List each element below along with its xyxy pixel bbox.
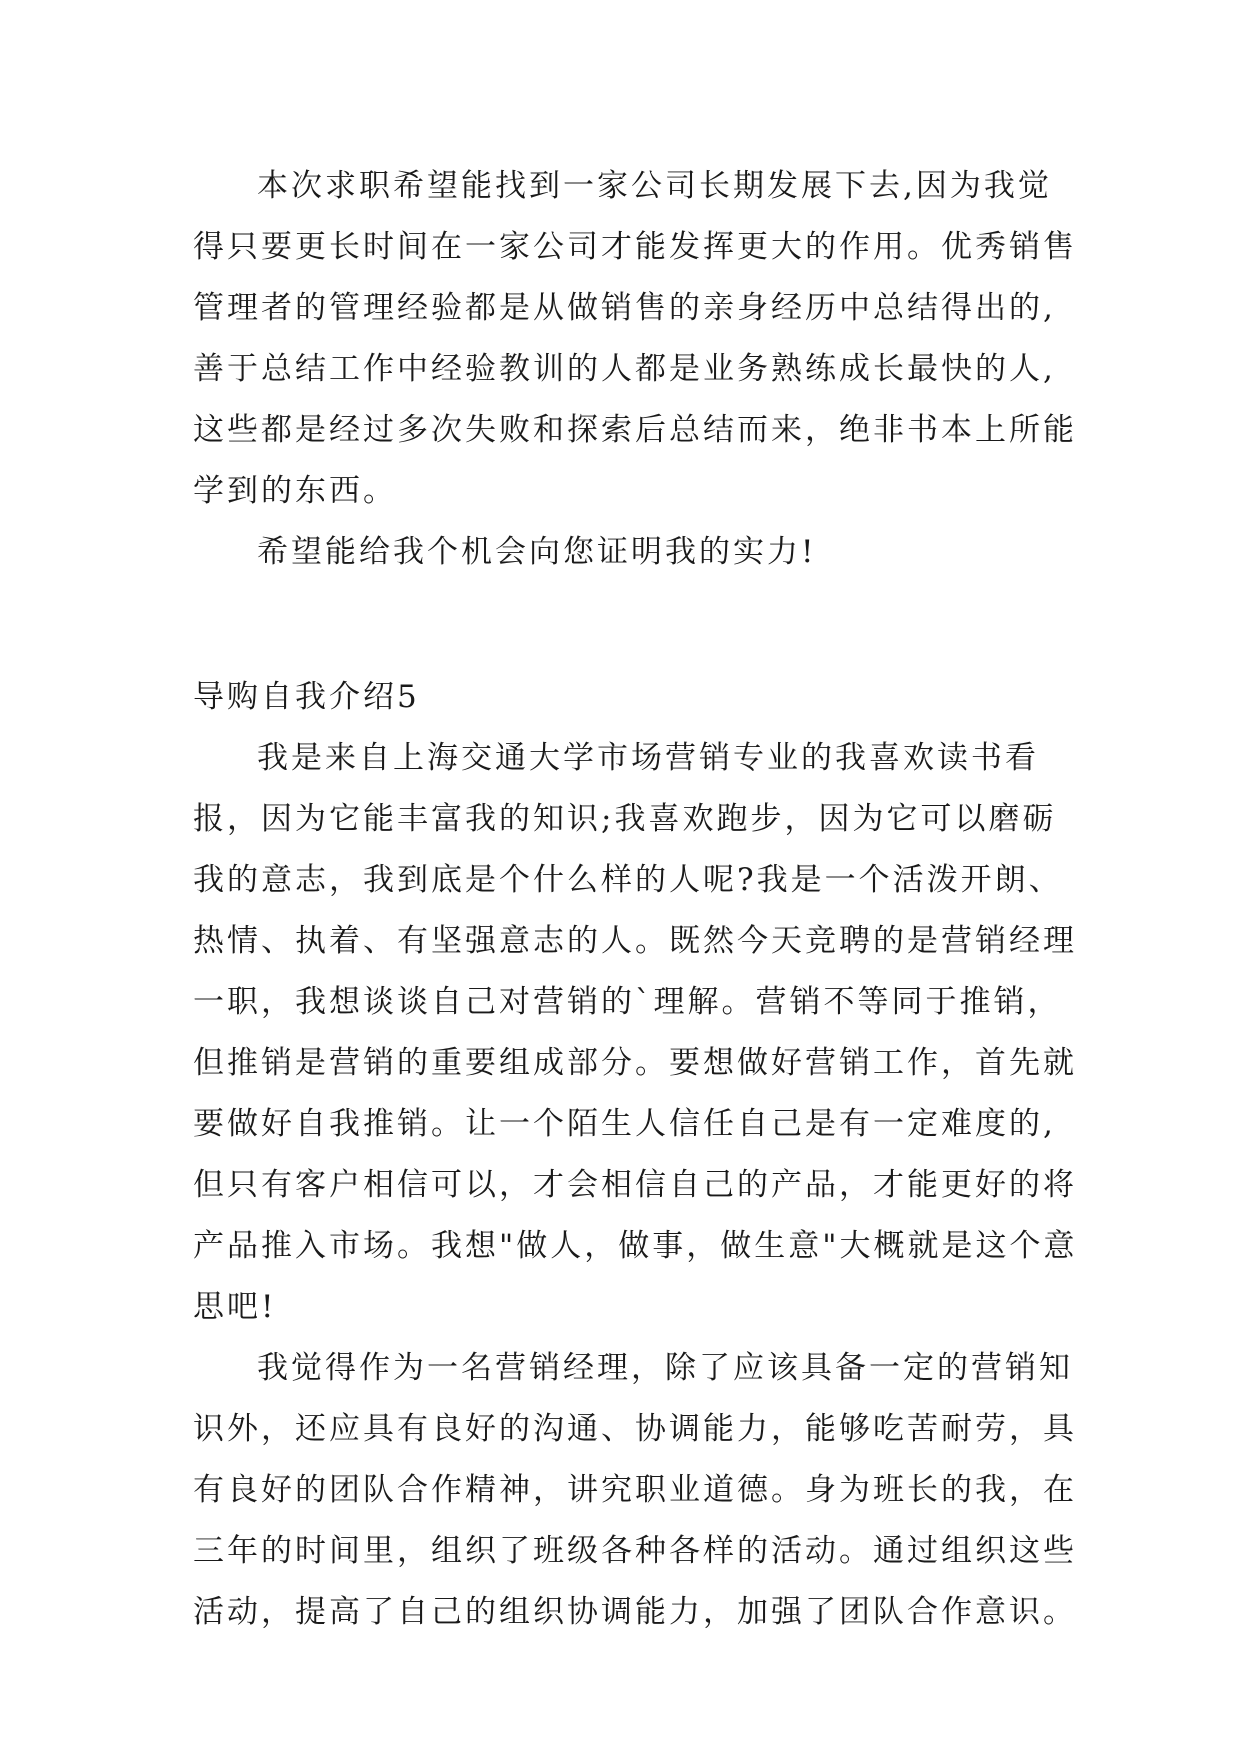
paragraph: [193, 1338, 1077, 1643]
text-line: 报，因为它能丰富我的知识;我喜欢跑步，因为它可以磨砺: [193, 801, 1057, 837]
text-line: 一职，我想谈谈自己对营销的`理解。营销不等同于推销，: [193, 984, 1062, 1020]
text-line: 但推销是营销的重要组成部分。要想做好营销工作，首先就: [193, 1045, 1077, 1081]
text-line: 这些都是经过多次失败和探索后总结而来，绝非书本上所能: [193, 412, 1077, 448]
text-line: 希望能给我个机会向您证明我的实力!: [257, 534, 817, 570]
text-line: 学到的东西。: [193, 473, 397, 509]
text-line: 活动，提高了自己的组织协调能力，加强了团队合作意识。: [193, 1594, 1077, 1630]
text-line: 热情、执着、有坚强意志的人。既然今天竞聘的是营销经理: [193, 923, 1077, 959]
text-line: 识外，还应具有良好的沟通、协调能力，能够吃苦耐劳，具: [193, 1411, 1077, 1447]
text-line: 思吧!: [193, 1289, 277, 1325]
text-line: 我是来自上海交通大学市场营销专业的我喜欢读书看: [257, 740, 1039, 776]
text-line: 三年的时间里，组织了班级各种各样的活动。通过组织这些: [193, 1533, 1077, 1569]
text-line: 得只要更长时间在一家公司才能发挥更大的作用。优秀销售: [193, 229, 1077, 265]
paragraph: [193, 156, 1077, 522]
text-line: 但只有客户相信可以，才会相信自己的产品，才能更好的将: [193, 1167, 1077, 1203]
text-line: 善于总结工作中经验教训的人都是业务熟练成长最快的人,: [193, 351, 1056, 387]
section-gap: [193, 583, 1073, 667]
text-line: 管理者的管理经验都是从做销售的亲身经历中总结得出的,: [193, 290, 1056, 326]
paragraph: [193, 728, 1078, 1338]
text-line: 产品推入市场。我想"做人，做事，做生意"大概就是这个意: [193, 1228, 1078, 1264]
text-line: 我觉得作为一名营销经理，除了应该具备一定的营销知: [257, 1350, 1073, 1386]
text-line: 有良好的团队合作精神，讲究职业道德。身为班长的我，在: [193, 1472, 1077, 1508]
text-line: 本次求职希望能找到一家公司长期发展下去,因为我觉: [257, 168, 1052, 204]
document-body: [193, 156, 1078, 1643]
section-title: 导购自我介绍5: [193, 679, 420, 715]
text-line: 要做好自我推销。让一个陌生人信任自己是有一定难度的,: [193, 1106, 1056, 1142]
paragraph: [193, 522, 1073, 583]
text-line: 我的意志，我到底是个什么样的人呢?我是一个活泼开朗、: [193, 862, 1063, 898]
